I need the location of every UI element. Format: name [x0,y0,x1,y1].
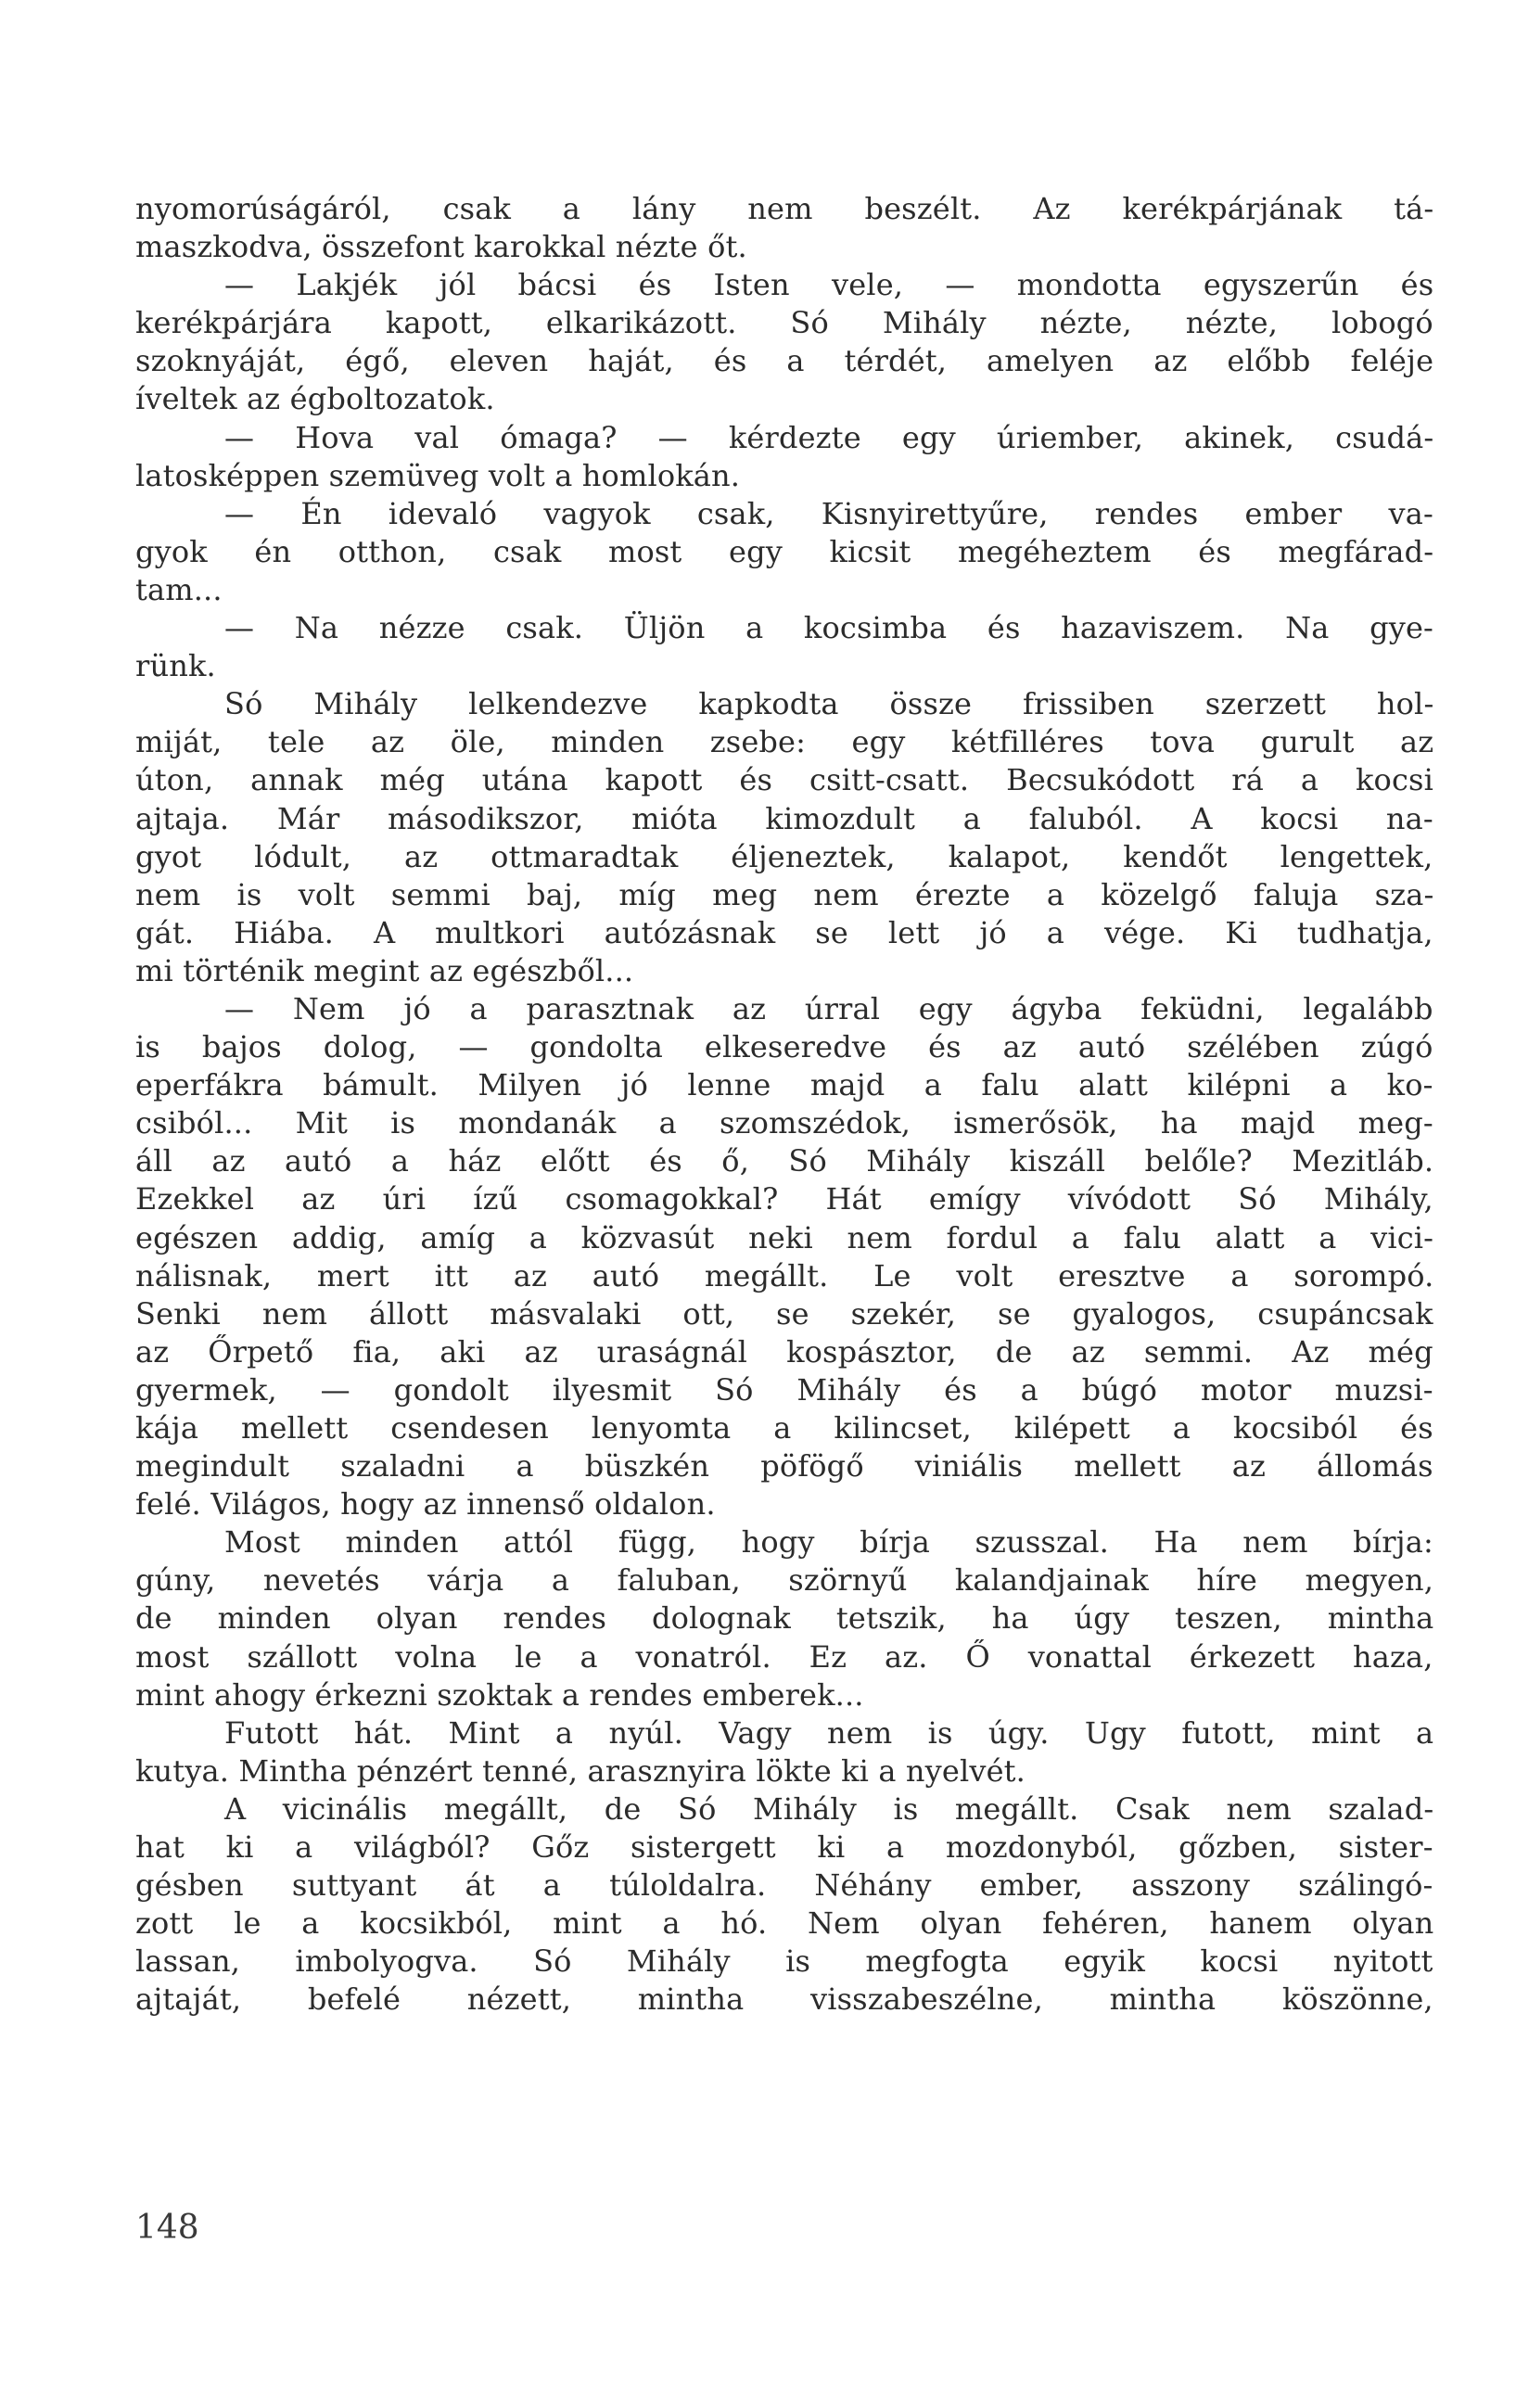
text-line: kája mellett csendesen lenyomta a kilincset, kilépett a kocsiból és [135,1410,1433,1446]
text-line: — Nem jó a parasztnak az úrral egy ágyba feküdni, legalább [224,990,1433,1026]
text-line: kerékpárjára kapott, elkarikázott. Só Mihály nézte, nézte, lobogó [135,305,1433,341]
text-line: — Lakjék jól bácsi és Isten vele, — mondotta egyszerűn és [224,267,1434,303]
text-line: megindult szaladni a büszkén pöfögő viniális mellett az állomás [135,1448,1433,1484]
text-line: gyot lódult, az ottmaradtak éljeneztek, kalapot, kendőt lengettek, [135,838,1433,874]
text-line: az Őrpető fia, aki az uraságnál kospásztor, de az semmi. Az még [135,1333,1433,1370]
text-line: gát. Hiába. A multkori autózásnak se lett jó a vége. Ki tudhatja, [135,914,1433,950]
text-line: is bajos dolog, — gondolta elkeseredve és az autó szélében zúgó [135,1029,1433,1065]
text-line: csiból... Mit is mondanák a szomszédok, ismerősök, ha majd meg- [135,1105,1433,1141]
text-line: ajtaja. Már másodikszor, mióta kimozdult a faluból. A kocsi na- [135,800,1433,836]
text-line: gésben suttyant át a túloldalra. Néhány ember, asszony szálingó- [135,1867,1433,1904]
text-line: gyermek, — gondolt ilyesmit Só Mihály és a búgó motor muzsi- [135,1371,1433,1408]
body-text [135,190,1433,2019]
text-line: Só Mihály lelkendezve kapkodta össze frissiben szerzett hol- [224,686,1434,722]
text-line: most szállott volna le a vonatról. Ez az. Ő vonattal érkezett haza, [135,1638,1433,1675]
text-line: Senki nem állott másvalaki ott, se szekér, se gyalogos, csupáncsak [135,1295,1433,1331]
text-line: maszkodva, összefont karokkal nézte őt. [135,229,747,265]
text-line: ajtaját, befelé nézett, mintha visszabeszélne, mintha köszönne, [135,1981,1433,2018]
page-number: 148 [135,2209,199,2247]
text-line: úton, annak még utána kapott és csitt-csatt. Becsukódott rá a kocsi [135,762,1433,798]
text-line: Most minden attól függ, hogy bírja szusszal. Ha nem bírja: [224,1524,1433,1561]
text-line: kutya. Mintha pénzért tenné, arasznyira lökte ki a nyelvét. [135,1752,1026,1789]
text-line: gyok én otthon, csak most egy kicsit megéheztem és megfárad- [135,533,1434,569]
text-line: rünk. [135,648,216,684]
text-line: nyomorúságáról, csak a lány nem beszélt. Az kerékpárjának tá- [135,191,1434,226]
text-line: lassan, imbolyogva. Só Mihály is megfogta egyik kocsi nyitott [135,1943,1433,1980]
text-line: de minden olyan rendes dolognak tetszik, ha úgy teszen, mintha [135,1600,1434,1637]
text-line: nem is volt semmi baj, míg meg nem érezte a közelgő faluja sza- [135,876,1434,912]
text-line: egészen addig, amíg a közvasút neki nem fordul a falu alatt a vici- [135,1219,1434,1255]
text-line: Futott hát. Mint a nyúl. Vagy nem is úgy. Ugy futott, mint a [224,1714,1434,1751]
text-line: A vicinális megállt, de Só Mihály is megállt. Csak nem szalad- [224,1790,1434,1827]
text-line: mi történik megint az egészből... [135,952,634,988]
text-line: mint ahogy érkezni szoktak a rendes emberek... [135,1676,864,1713]
text-line: — Hova val ómaga? — kérdezte egy úriember, akinek, csudá- [224,419,1434,455]
text-line: — Én idevaló vagyok csak, Kisnyirettyűre, rendes ember va- [224,495,1433,531]
text-line: eperfákra bámult. Milyen jó lenne majd a falu alatt kilépni a ko- [135,1067,1433,1103]
text-line: tam... [135,571,223,607]
text-line: gúny, nevetés várja a faluban, szörnyű kalandjainak híre megyen, [135,1562,1434,1599]
text-line: Ezekkel az úri ízű csomagokkal? Hát emígy vívódott Só Mihály, [135,1181,1433,1217]
text-line: nálisnak, mert itt az autó megállt. Le volt eresztve a sorompó. [135,1257,1434,1293]
text-line: felé. Világos, hogy az innenső oldalon. [135,1486,716,1523]
text-line: miját, tele az öle, minden zsebe: egy kétfilléres tova gurult az [135,724,1434,760]
text-line: zott le a kocsikból, mint a hó. Nem olyan fehéren, hanem olyan [135,1905,1434,1942]
text-line: latosképpen szemüveg volt a homlokán. [135,457,741,493]
text-line: áll az autó a ház előtt és ő, Só Mihály kiszáll belőle? Mezitláb. [135,1143,1434,1179]
text-line: hat ki a világból? Gőz sistergett ki a mozdonyból, gőzben, sister- [135,1829,1433,1866]
text-line: — Na nézze csak. Üljön a kocsimba és hazaviszem. Na gye- [224,610,1434,646]
text-line: szoknyáját, égő, eleven haját, és a térdét, amelyen az előbb feléje [135,343,1434,379]
text-line: íveltek az égboltozatok. [135,381,495,417]
